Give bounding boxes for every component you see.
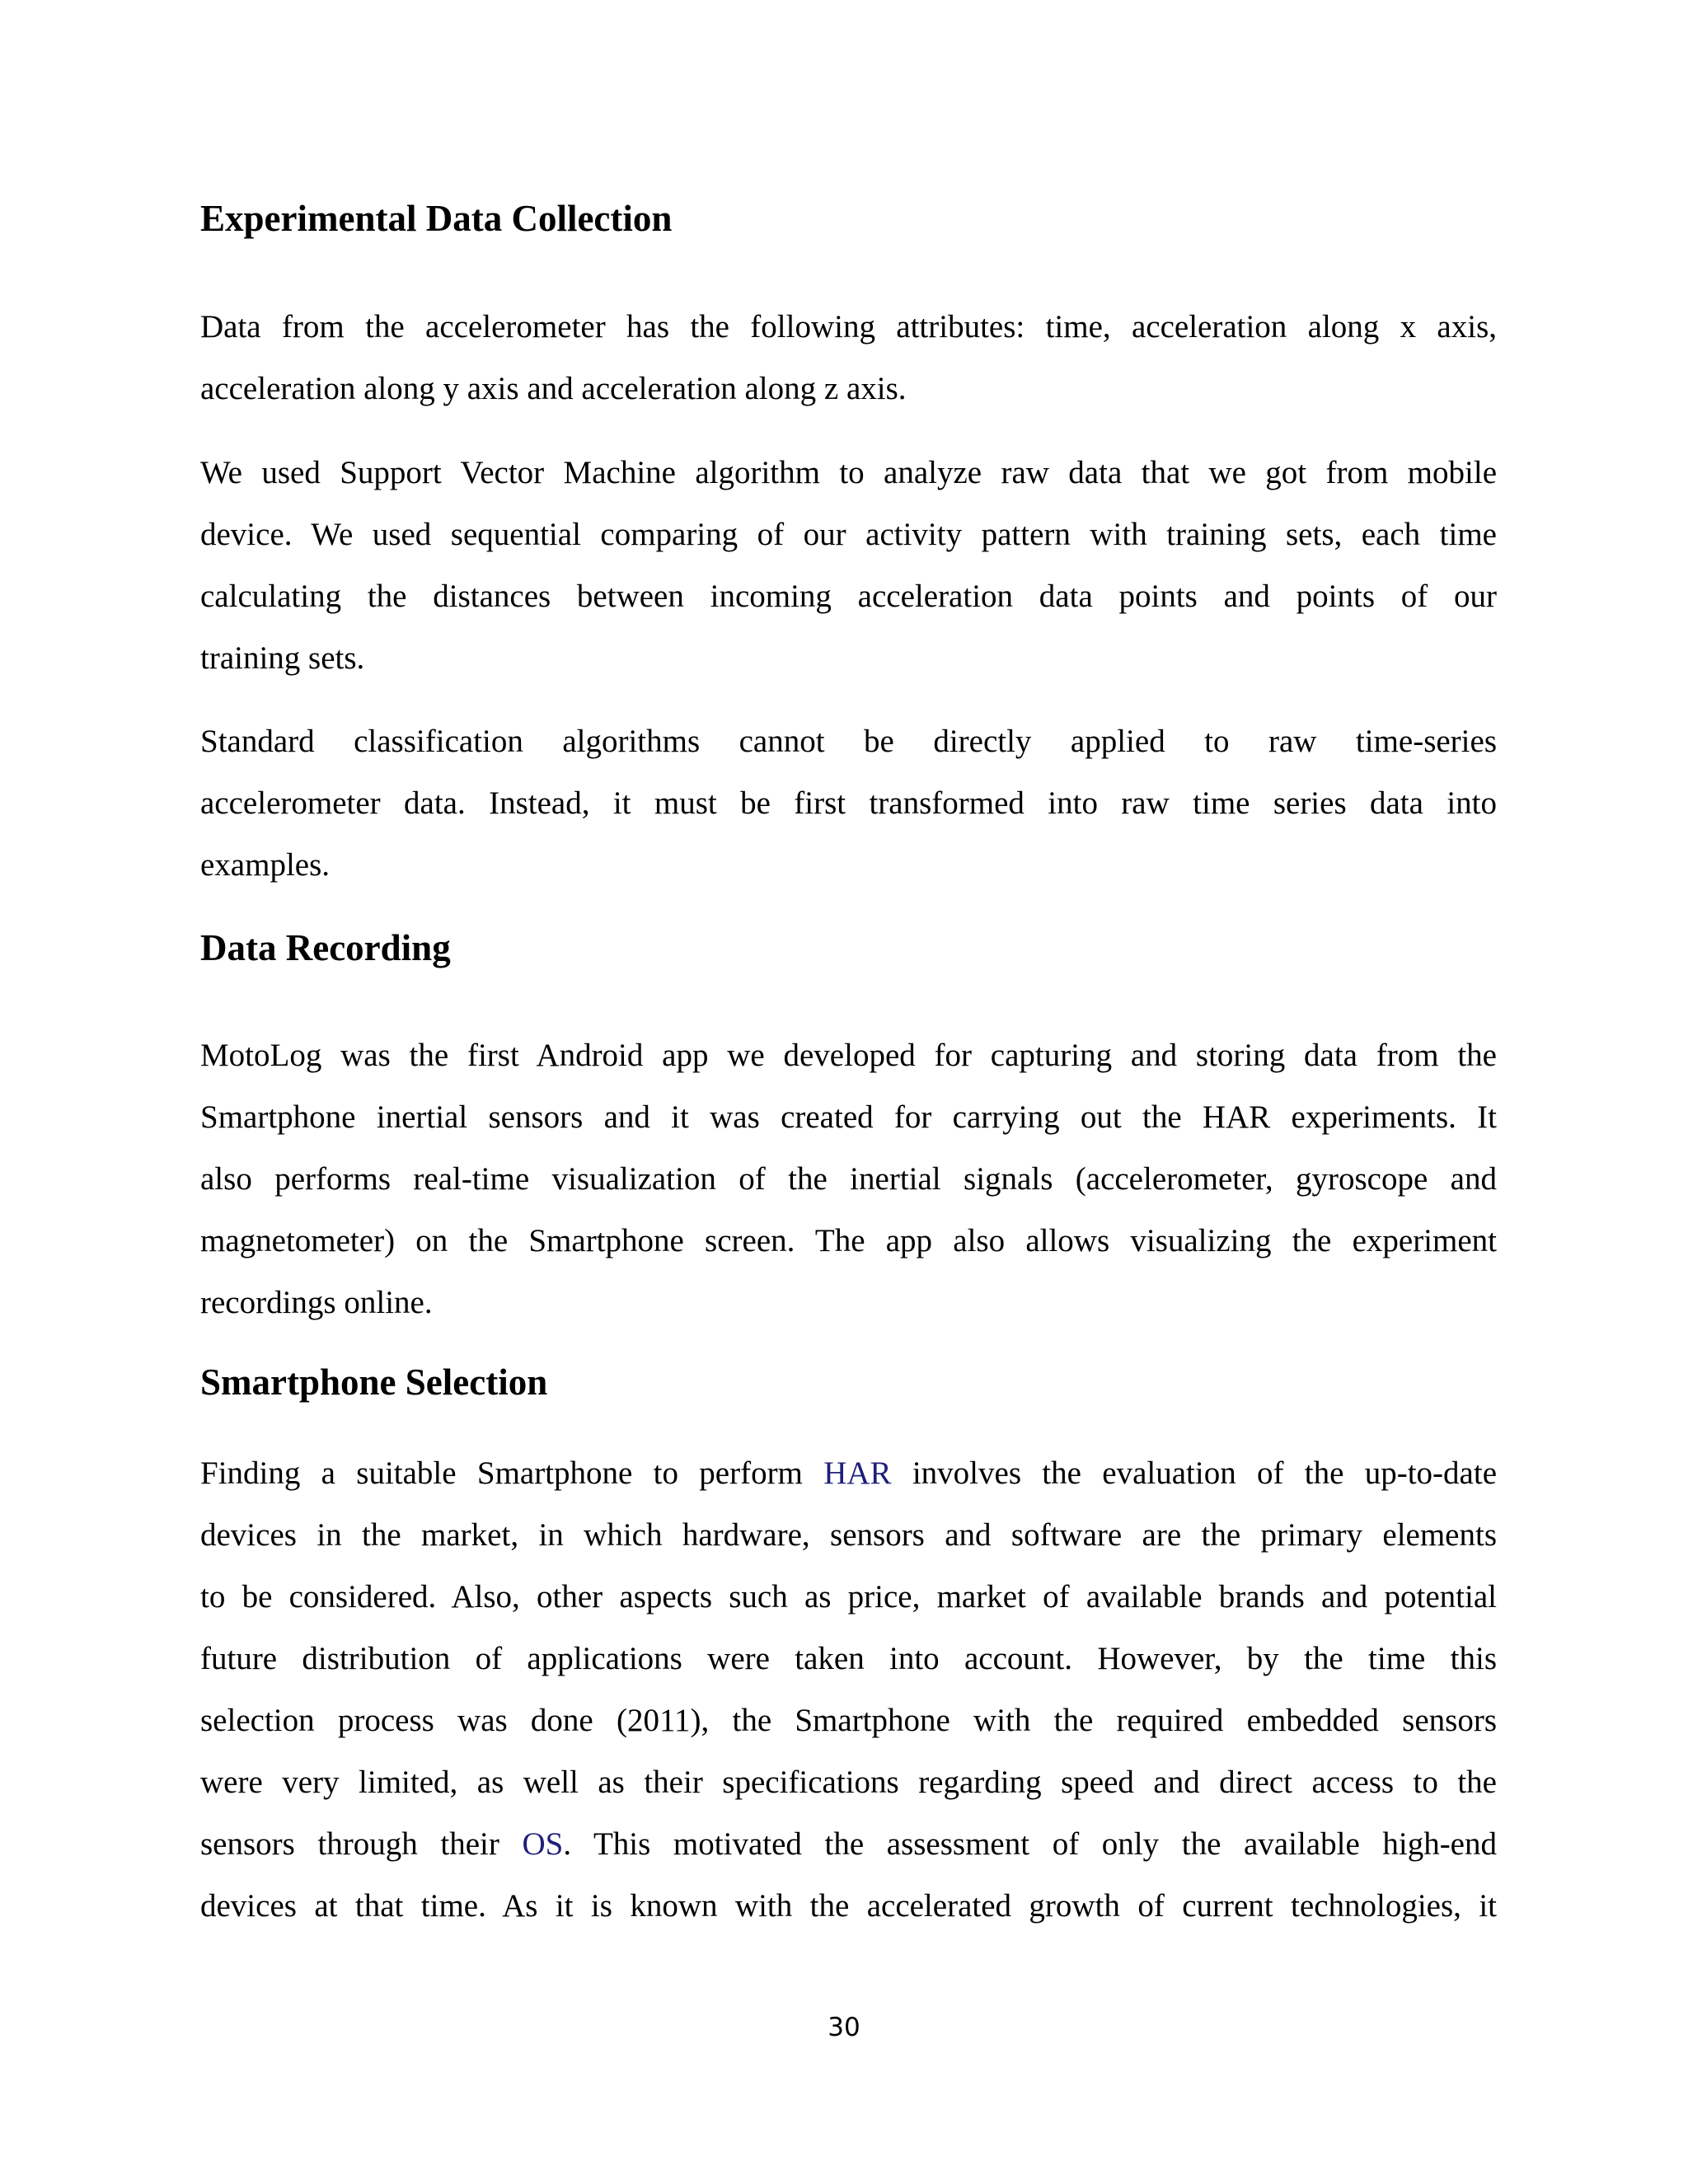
paragraph-accelerometer-attributes: [200, 296, 1497, 419]
paragraph-smartphone-selection: [200, 1442, 1497, 1937]
text-line: selection process was done (2011), the Smartphone with the required embedded sensors: [200, 1703, 1497, 1738]
term-har: HAR: [823, 1455, 892, 1491]
text-line: Smartphone inertial sensors and it was created for carrying out the HAR experiments. It: [200, 1099, 1497, 1135]
text-line: to be considered. Also, other aspects such as price, market of available brands and potential: [200, 1579, 1497, 1615]
heading-experimental-data-collection: Experimental Data Collection: [200, 198, 673, 239]
text-line: magnetometer) on the Smartphone screen. The app also allows visualizing the experiment: [200, 1223, 1497, 1258]
text-line: devices at that time. As it is known with the accelerated growth of current technologies, it: [200, 1888, 1497, 1924]
text-segment: . This motivated the assessment of only the available high-end: [563, 1826, 1497, 1862]
text-line: [200, 1813, 1497, 1875]
text-line: We used Support Vector Machine algorithm to analyze raw data that we got from mobile: [200, 455, 1497, 490]
text-line: calculating the distances between incoming acceleration data points and points of our: [200, 579, 1497, 614]
text-line: acceleration along y axis and acceleration along z axis.: [200, 371, 907, 406]
text-segment: involves the evaluation of the up-to-date: [891, 1455, 1497, 1491]
text-line: examples.: [200, 847, 331, 883]
text-line: training sets.: [200, 640, 365, 676]
paragraph-classification: [200, 710, 1497, 896]
text-line: accelerometer data. Instead, it must be first transformed into raw time series data into: [200, 785, 1497, 821]
paragraph-motolog: [200, 1024, 1497, 1333]
text-line: also performs real-time visualization of the inertial signals (accelerometer, gyroscope and: [200, 1161, 1497, 1197]
text-line: device. We used sequential comparing of our activity pattern with training sets, each time: [200, 517, 1497, 552]
page-number: 30: [828, 2013, 860, 2042]
term-os: OS: [522, 1826, 564, 1862]
paragraph-svm-analysis: [200, 442, 1497, 689]
text-line: Data from the accelerometer has the following attributes: time, acceleration along x axis,: [200, 309, 1497, 344]
heading-smartphone-selection: Smartphone Selection: [200, 1361, 548, 1403]
text-segment: Finding a suitable Smartphone to perform: [200, 1455, 824, 1491]
text-line: were very limited, as well as their specifications regarding speed and direct access to the: [200, 1765, 1497, 1800]
heading-data-recording: Data Recording: [200, 927, 451, 968]
text-segment: sensors through their: [200, 1826, 523, 1862]
text-line: future distribution of applications were taken into account. However, by the time this: [200, 1641, 1497, 1676]
text-line: [200, 1442, 1497, 1504]
text-line: devices in the market, in which hardware, sensors and software are the primary elements: [200, 1517, 1497, 1553]
text-line: Standard classification algorithms cannot be directly applied to raw time-series: [200, 724, 1497, 759]
text-line: MotoLog was the first Android app we developed for capturing and storing data from the: [200, 1038, 1497, 1073]
text-line: recordings online.: [200, 1285, 433, 1320]
